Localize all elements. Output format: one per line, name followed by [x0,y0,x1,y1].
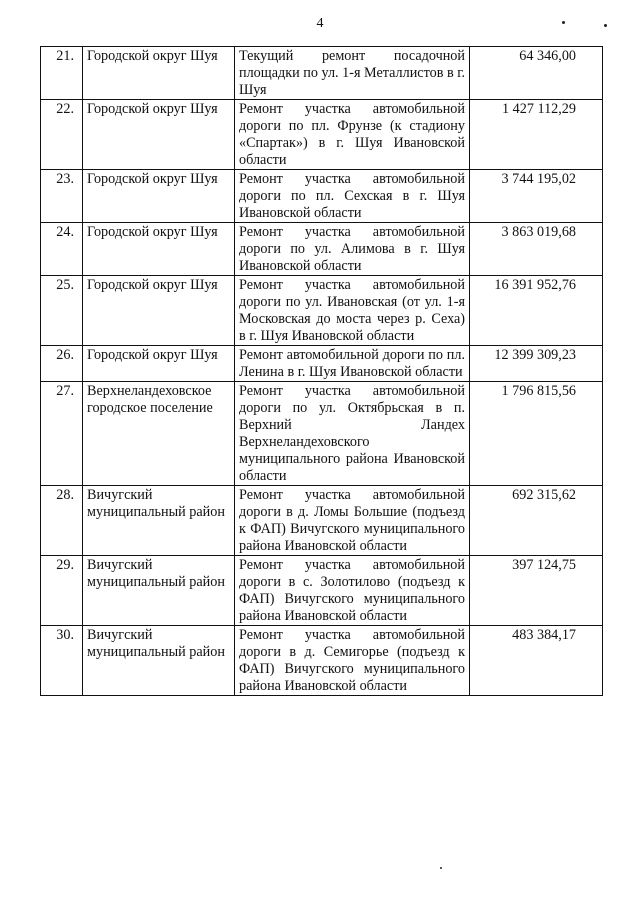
table-row [41,170,603,223]
description-cell: Ремонт участка автомобильной дороги в д. Семигорье (подъезд к ФАП) Вичугского муниципального района Ивановской области [235,626,470,696]
description-cell: Ремонт участка автомобильной дороги по ул. Алимова в г. Шуя Ивановской области [235,223,470,276]
amount-cell: 1 427 112,29 [470,100,603,170]
amount-cell: 3 863 019,68 [470,223,603,276]
municipality-cell: Городской округ Шуя [83,100,235,170]
row-number: 30. [41,626,83,696]
table-body [41,47,603,696]
municipality-cell: Вичугский муниципальный район [83,486,235,556]
page-number: 4 [316,16,324,31]
municipality-cell: Городской округ Шуя [83,170,235,223]
amount-cell: 3 744 195,02 [470,170,603,223]
table-row [41,276,603,346]
amount-cell: 397 124,75 [470,556,603,626]
row-number: 28. [41,486,83,556]
amount-cell: 483 384,17 [470,626,603,696]
row-number: 22. [41,100,83,170]
municipality-cell: Верхнеландеховское городское поселение [83,382,235,486]
scan-speck [604,24,607,27]
table-row [41,47,603,100]
municipality-cell: Городской округ Шуя [83,47,235,100]
row-number: 24. [41,223,83,276]
description-cell: Ремонт участка автомобильной дороги в д. Ломы Большие (подъезд к ФАП) Вичугского муниципального района Ивановской области [235,486,470,556]
scan-speck [562,21,565,24]
row-number: 25. [41,276,83,346]
table-row [41,382,603,486]
scan-speck [440,867,442,869]
table-row [41,626,603,696]
amount-cell: 12 399 309,23 [470,346,603,382]
amount-cell: 64 346,00 [470,47,603,100]
description-cell: Ремонт автомобильной дороги по пл. Ленина в г. Шуя Ивановской области [235,346,470,382]
row-number: 26. [41,346,83,382]
table-row [41,100,603,170]
description-cell: Ремонт участка автомобильной дороги по пл. Сехская в г. Шуя Ивановской области [235,170,470,223]
municipality-cell: Городской округ Шуя [83,346,235,382]
description-cell: Ремонт участка автомобильной дороги по ул. Ивановская (от ул. 1-я Московская до моста через р. Сеха) в г. Шуя Ивановской области [235,276,470,346]
municipality-cell: Городской округ Шуя [83,276,235,346]
row-number: 29. [41,556,83,626]
description-cell: Ремонт участка автомобильной дороги в с. Золотилово (подъезд к ФАП) Вичугского муниципального района Ивановской области [235,556,470,626]
row-number: 23. [41,170,83,223]
municipality-cell: Вичугский муниципальный район [83,626,235,696]
municipality-cell: Вичугский муниципальный район [83,556,235,626]
amount-cell: 16 391 952,76 [470,276,603,346]
description-cell: Ремонт участка автомобильной дороги по ул. Октябрьская в п. Верхний Ландех Верхнеландеховского муниципального района Ивановской области [235,382,470,486]
description-cell: Текущий ремонт посадочной площадки по ул. 1-я Металлистов в г. Шуя [235,47,470,100]
amount-cell: 692 315,62 [470,486,603,556]
amount-cell: 1 796 815,56 [470,382,603,486]
table-row [41,556,603,626]
row-number: 27. [41,382,83,486]
table-row [41,486,603,556]
table-row [41,346,603,382]
description-cell: Ремонт участка автомобильной дороги по пл. Фрунзе (к стадиону «Спартак») в г. Шуя Ивановской области [235,100,470,170]
projects-table [40,46,603,696]
municipality-cell: Городской округ Шуя [83,223,235,276]
table-row [41,223,603,276]
row-number: 21. [41,47,83,100]
